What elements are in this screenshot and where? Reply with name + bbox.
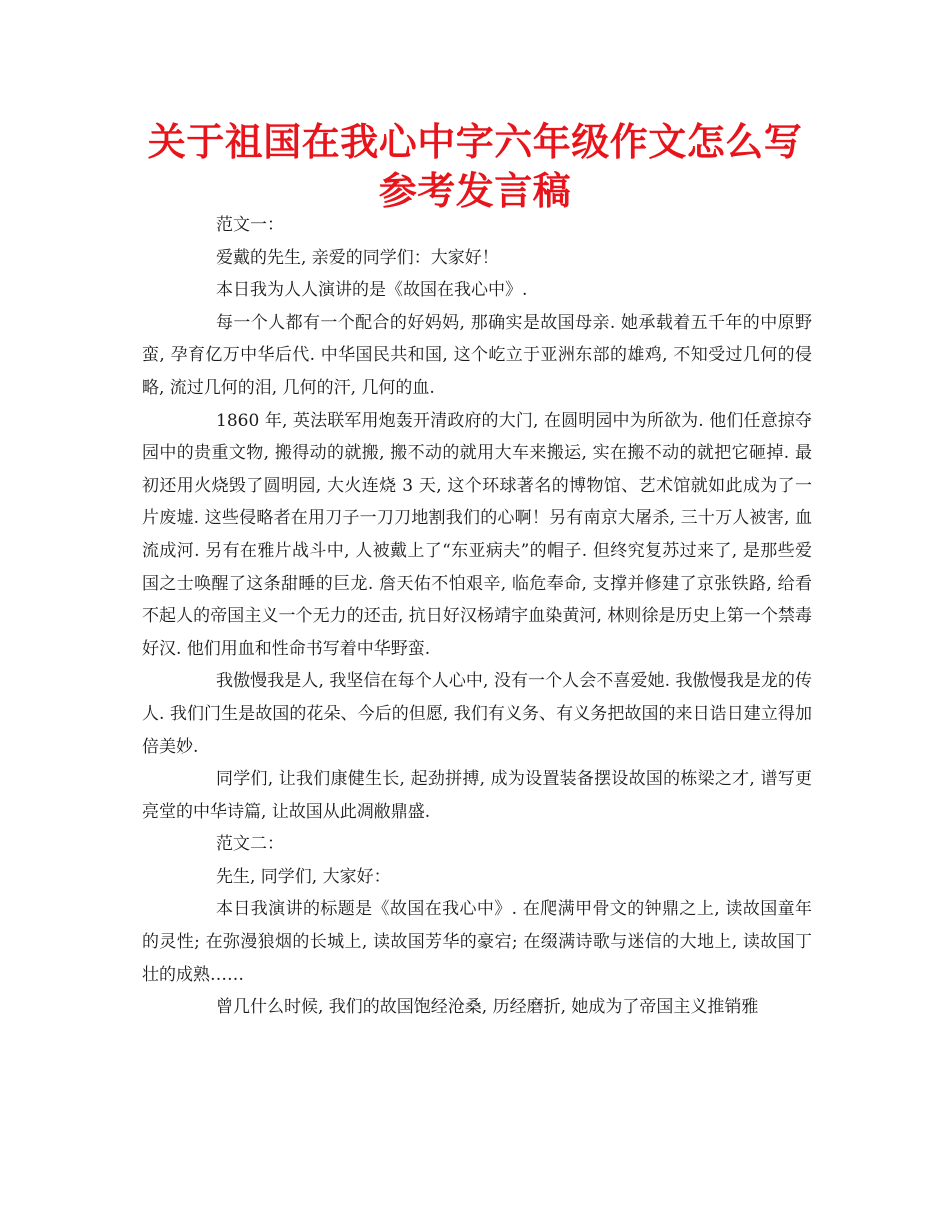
document-title: 关于祖国在我心中字六年级作文怎么写参考发言稿 bbox=[147, 120, 803, 213]
paragraph: 同学们, 让我们康健生长, 起劲拼搏, 成为设置装备摆设故国的栋梁之才, 谱写更亮堂的中华诗篇, 让故国从此凋敝鼎盛. bbox=[142, 769, 812, 822]
paragraph: 爱戴的先生, 亲爱的同学们：大家好！ bbox=[216, 247, 499, 268]
paragraph: 范文二： bbox=[216, 834, 284, 855]
document-body bbox=[142, 209, 812, 1024]
paragraph: 本日我演讲的标题是《故国在我心中》. 在爬满甲骨文的钟鼎之上, 读故国童年的灵性; 在弥漫狼烟的长城上, 读故国芳华的豪宕; 在缀满诗歌与迷信的大地上, 读故国丁壮的成熟…… bbox=[142, 899, 812, 985]
paragraph: 本日我为人人演讲的是《故国在我心中》. bbox=[216, 280, 528, 301]
paragraph: 每一个人都有一个配合的好妈妈, 那确实是故国母亲. 她承载着五千年的中原野蛮, 孕育亿万中华后代. 中华国民共和国, 这个屹立于亚洲东部的雄鸡, 不知受过几何的侵略, 流过几何的泪, 几何的汗, 几何的血. bbox=[142, 312, 812, 398]
paragraph: 曾几什么时候, 我们的故国饱经沧桑, 历经磨折, 她成为了帝国主义推销雅 bbox=[216, 997, 759, 1018]
paragraph: 先生, 同学们, 大家好： bbox=[216, 866, 391, 887]
paragraph: 我傲慢我是人, 我坚信在每个人心中, 没有一个人会不喜爱她. 我傲慢我是龙的传人. 我们门生是故国的花朵、今后的但愿, 我们有义务、有义务把故国的来日诰日建立得加倍美妙. bbox=[142, 671, 812, 757]
paragraph: 范文一： bbox=[216, 215, 284, 235]
paragraph: 1860 年, 英法联军用炮轰开清政府的大门, 在圆明园中为所欲为. 他们任意掠夺园中的贵重文物, 搬得动的就搬, 搬不动的就用大车来搬运, 实在搬不动的就把它砸掉. 最初还用火烧毁了圆明园, 大火连烧 3 天, 这个环球著名的博物馆、艺术馆就如此成为了一片废墟. 这些侵略者在用刀子一刀刀地割我们的心啊！另有南京大屠杀, 三十万人被害, 血流成河. 另有在雅片战斗中, 人被戴上了“东亚病夫”的帽子. 但终究复苏过来了, 是那些爱国之士唤醒了这条甜睡的巨龙. 詹天佑不怕艰辛, 临危奉命, 支撑并修建了京张铁路, 给看不起人的帝国主义一个无力的还击, 抗日好汉杨靖宇血染黄河, 林则徐是历史上第一个禁毒好汉. 他们用血和性命书写着中华野蛮. bbox=[142, 410, 812, 659]
